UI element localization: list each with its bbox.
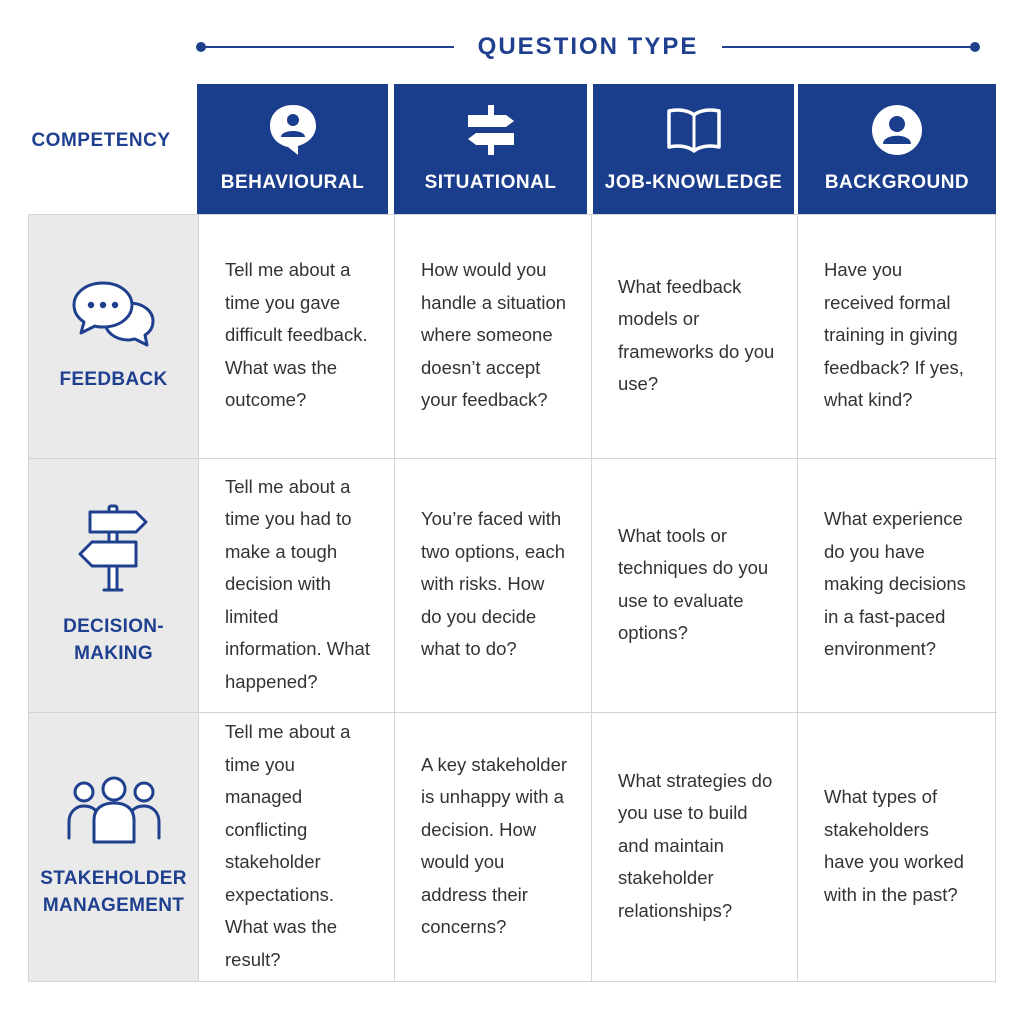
question-text: What types of stakeholders have you worked with in the past? (824, 786, 964, 905)
row-header (29, 459, 198, 712)
column-header-situational (394, 84, 587, 214)
column-label: BEHAVIOURAL (220, 172, 365, 193)
question-text: Tell me about a time you gave difficult feedback. What was the outcome? (225, 259, 368, 411)
question-text: Tell me about a time you managed conflicting stakeholder expectations. What was the result? (225, 721, 351, 970)
banner-title: QUESTION TYPE (477, 33, 699, 60)
question-type-banner (198, 26, 978, 68)
people-group-icon (66, 776, 162, 851)
row-header (29, 713, 198, 981)
row-label: FEEDBACK (59, 368, 168, 390)
row-header (29, 215, 198, 458)
signpost-icon (464, 102, 518, 158)
question-cell (797, 459, 996, 712)
question-text: You’re faced with two options, each with risks. How do you decide what to do? (421, 508, 565, 660)
question-text: What experience do you have making decisions in a fast-paced environment? (824, 508, 966, 660)
question-cell (198, 713, 394, 981)
chat-bubbles-icon (71, 281, 157, 352)
question-cell (591, 713, 797, 981)
question-text: Have you received formal training in giving feedback? If yes, what kind? (824, 259, 964, 411)
row-label: DECISION-MAKING (63, 616, 164, 664)
speech-bubble-person-icon (268, 102, 318, 158)
open-book-icon (666, 102, 722, 158)
row-stakeholder-management (29, 712, 997, 981)
question-text: What strategies do you use to build and maintain stakeholder relationships? (618, 769, 773, 921)
column-label: SITUATIONAL (424, 172, 557, 193)
question-cell (394, 713, 591, 981)
question-text: A key stakeholder is unhappy with a decision. How would you address their concerns? (421, 753, 568, 937)
question-text: What feedback models or frameworks do you use? (618, 275, 775, 394)
question-text: What tools or techniques do you use to evaluate options? (618, 524, 769, 643)
question-cell (394, 459, 591, 712)
question-cell (797, 215, 996, 458)
column-header-background (798, 84, 996, 214)
row-decision-making (29, 458, 997, 712)
banner-line-right (722, 46, 978, 48)
signpost-icon (76, 504, 152, 599)
column-header-behavioural (197, 84, 388, 214)
question-text: Tell me about a time you had to make a tough decision with limited information. What happened? (225, 475, 370, 692)
question-text: How would you handle a situation where someone doesn’t accept your feedback? (421, 259, 567, 411)
question-cell (797, 713, 996, 981)
competency-label: COMPETENCY (31, 130, 171, 151)
column-header-job-knowledge (593, 84, 794, 214)
question-cell (198, 459, 394, 712)
question-cell (394, 215, 591, 458)
row-feedback (29, 215, 997, 458)
question-grid (28, 214, 996, 982)
banner-line-left (198, 46, 454, 48)
column-label: JOB-KNOWLEDGE (604, 172, 783, 193)
question-cell (198, 215, 394, 458)
person-circle-icon (871, 102, 923, 158)
column-label: BACKGROUND (824, 172, 970, 193)
question-cell (591, 215, 797, 458)
row-label: STAKEHOLDER MANAGEMENT (40, 867, 187, 916)
question-cell (591, 459, 797, 712)
